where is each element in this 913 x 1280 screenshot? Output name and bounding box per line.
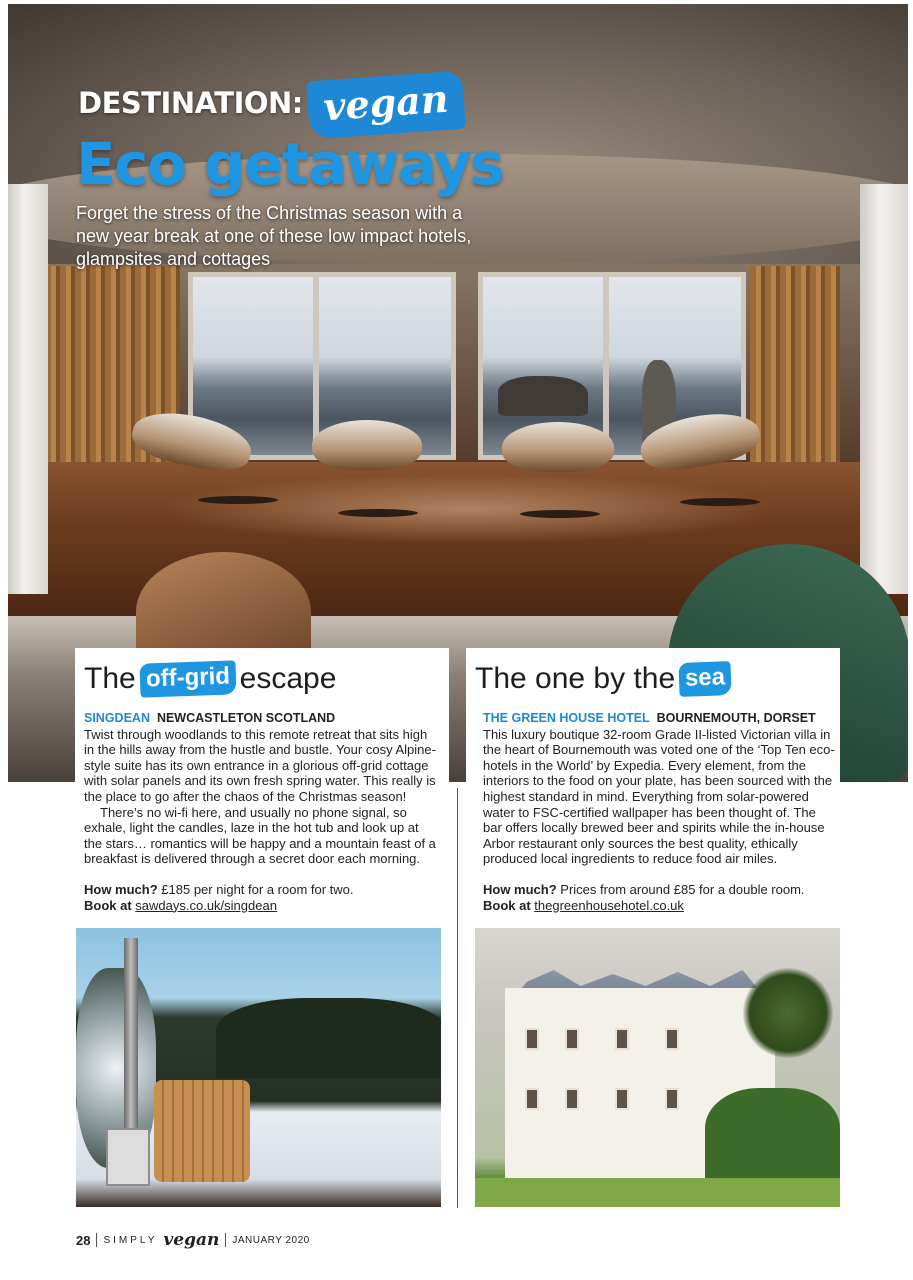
section-heading-offgrid: [84, 662, 336, 696]
venue-name: THE GREEN HOUSE HOTEL: [483, 711, 650, 725]
price-line: [84, 882, 436, 898]
article-singdean: [84, 711, 436, 913]
article-green-house: [483, 711, 835, 913]
kicker-script-text: vegan: [321, 75, 450, 130]
booking-label: Book at: [483, 897, 531, 913]
photo-wooden-tub: [154, 1080, 250, 1182]
hero-pillar-left: [8, 184, 48, 594]
hero-lounger-2: [312, 420, 422, 470]
photo-stove: [106, 1128, 150, 1186]
hero-floor-reflection: [158, 474, 778, 544]
heading-highlight: sea: [679, 661, 732, 697]
photo-palm-tree: [743, 968, 833, 1058]
photo-chimney: [124, 938, 138, 1148]
hero-lounger-base-1: [198, 496, 278, 504]
article-paragraph: Twist through woodlands to this remote retreat that sits high in the hills away from the hustle and bustle. Your cosy Alpine-style suite has its own entrance in a glorious off-grid cottage with solar panels and its own fresh spring water. This really is the place to go after the chaos of the Christmas season!: [84, 726, 436, 804]
heading-text: The one by the: [475, 662, 676, 695]
article-paragraph: There’s no wi-fi here, and usually no phone signal, so exhale, light the candles, laze in the hot tub and look up at the stars… romantics will be happy and a mountain feast of a breakfast is delivered through a secret door each morning.: [84, 804, 436, 867]
magazine-name: SIMPLY: [103, 1234, 158, 1246]
photo-villa-window: [565, 1028, 579, 1050]
heading-highlight: off-grid: [139, 660, 236, 697]
hero-ruins: [498, 376, 588, 416]
photo-villa-window: [615, 1028, 629, 1050]
photo-villa-window: [665, 1088, 679, 1110]
article-paragraph: This luxury boutique 32-room Grade II-listed Victorian villa in the heart of Bournemouth was voted one of the ‘Top Ten eco-hotels in the World’ by Expedia. Every element, from the interiors to the food on your plate, has been sourced with the highest standard in mind. Everything from solar-powered water to FSC-certified wallpaper has been thought of. The bar offers locally brewed beer and spirits while the in-house Arbor restaurant only sources the best quality, ethically produced local ingredients to reduce food air miles.: [483, 726, 835, 867]
photo-villa-window: [615, 1088, 629, 1110]
booking-line: [84, 898, 436, 914]
booking-line: [483, 898, 835, 914]
magazine-script: vegan: [163, 1230, 220, 1250]
booking-link[interactable]: thegreenhousehotel.co.uk: [534, 897, 684, 913]
booking-label: Book at: [84, 897, 132, 913]
hero-lounger-3: [502, 422, 614, 472]
photo-hedge: [705, 1088, 840, 1188]
page-title: Eco getaways: [76, 130, 504, 198]
photo-lawn: [475, 1178, 840, 1207]
column-divider: [457, 788, 458, 1208]
venue-location: NEWCASTLETON SCOTLAND: [156, 711, 336, 725]
page-footer: [76, 1230, 310, 1250]
hero-lounger-base-2: [338, 509, 418, 517]
hero-lounger-base-4: [680, 498, 760, 506]
photo-villa-window: [525, 1088, 539, 1110]
price-label: How much?: [483, 881, 557, 897]
price-value: £185 per night for a room for two.: [161, 881, 354, 897]
photo-villa-window: [565, 1088, 579, 1110]
venue-line: [84, 711, 436, 727]
venue-line: [483, 711, 835, 727]
venue-name: SINGDEAN: [84, 711, 150, 725]
section-heading-sea: [475, 662, 731, 696]
hero-lounger-base-3: [520, 510, 600, 518]
photo-villa-window: [525, 1028, 539, 1050]
hero-curtain-right: [750, 266, 840, 471]
heading-text: escape: [239, 662, 337, 695]
hero-pillar-right: [860, 184, 908, 594]
footer-separator: [96, 1233, 97, 1247]
booking-link[interactable]: sawdays.co.uk/singdean: [135, 897, 277, 913]
heading-text: The: [84, 662, 136, 695]
footer-separator: [225, 1233, 226, 1247]
kicker: DESTINATION:: [78, 86, 303, 120]
price-value: Prices from around £85 for a double room.: [560, 881, 805, 897]
photo-forest: [216, 998, 441, 1078]
intro-text: Forget the stress of the Christmas season with a new year break at one of these low impact hotels, glampsites and cottages: [76, 203, 472, 269]
photo-villa-window: [665, 1028, 679, 1050]
venue-location: BOURNEMOUTH, DORSET: [656, 711, 816, 725]
issue-date: JANUARY 2020: [232, 1234, 310, 1246]
price-line: [483, 882, 835, 898]
page-number: 28: [76, 1232, 91, 1248]
photo-villa: [475, 928, 840, 1207]
price-label: How much?: [84, 881, 158, 897]
photo-hot-tub: [76, 928, 441, 1207]
